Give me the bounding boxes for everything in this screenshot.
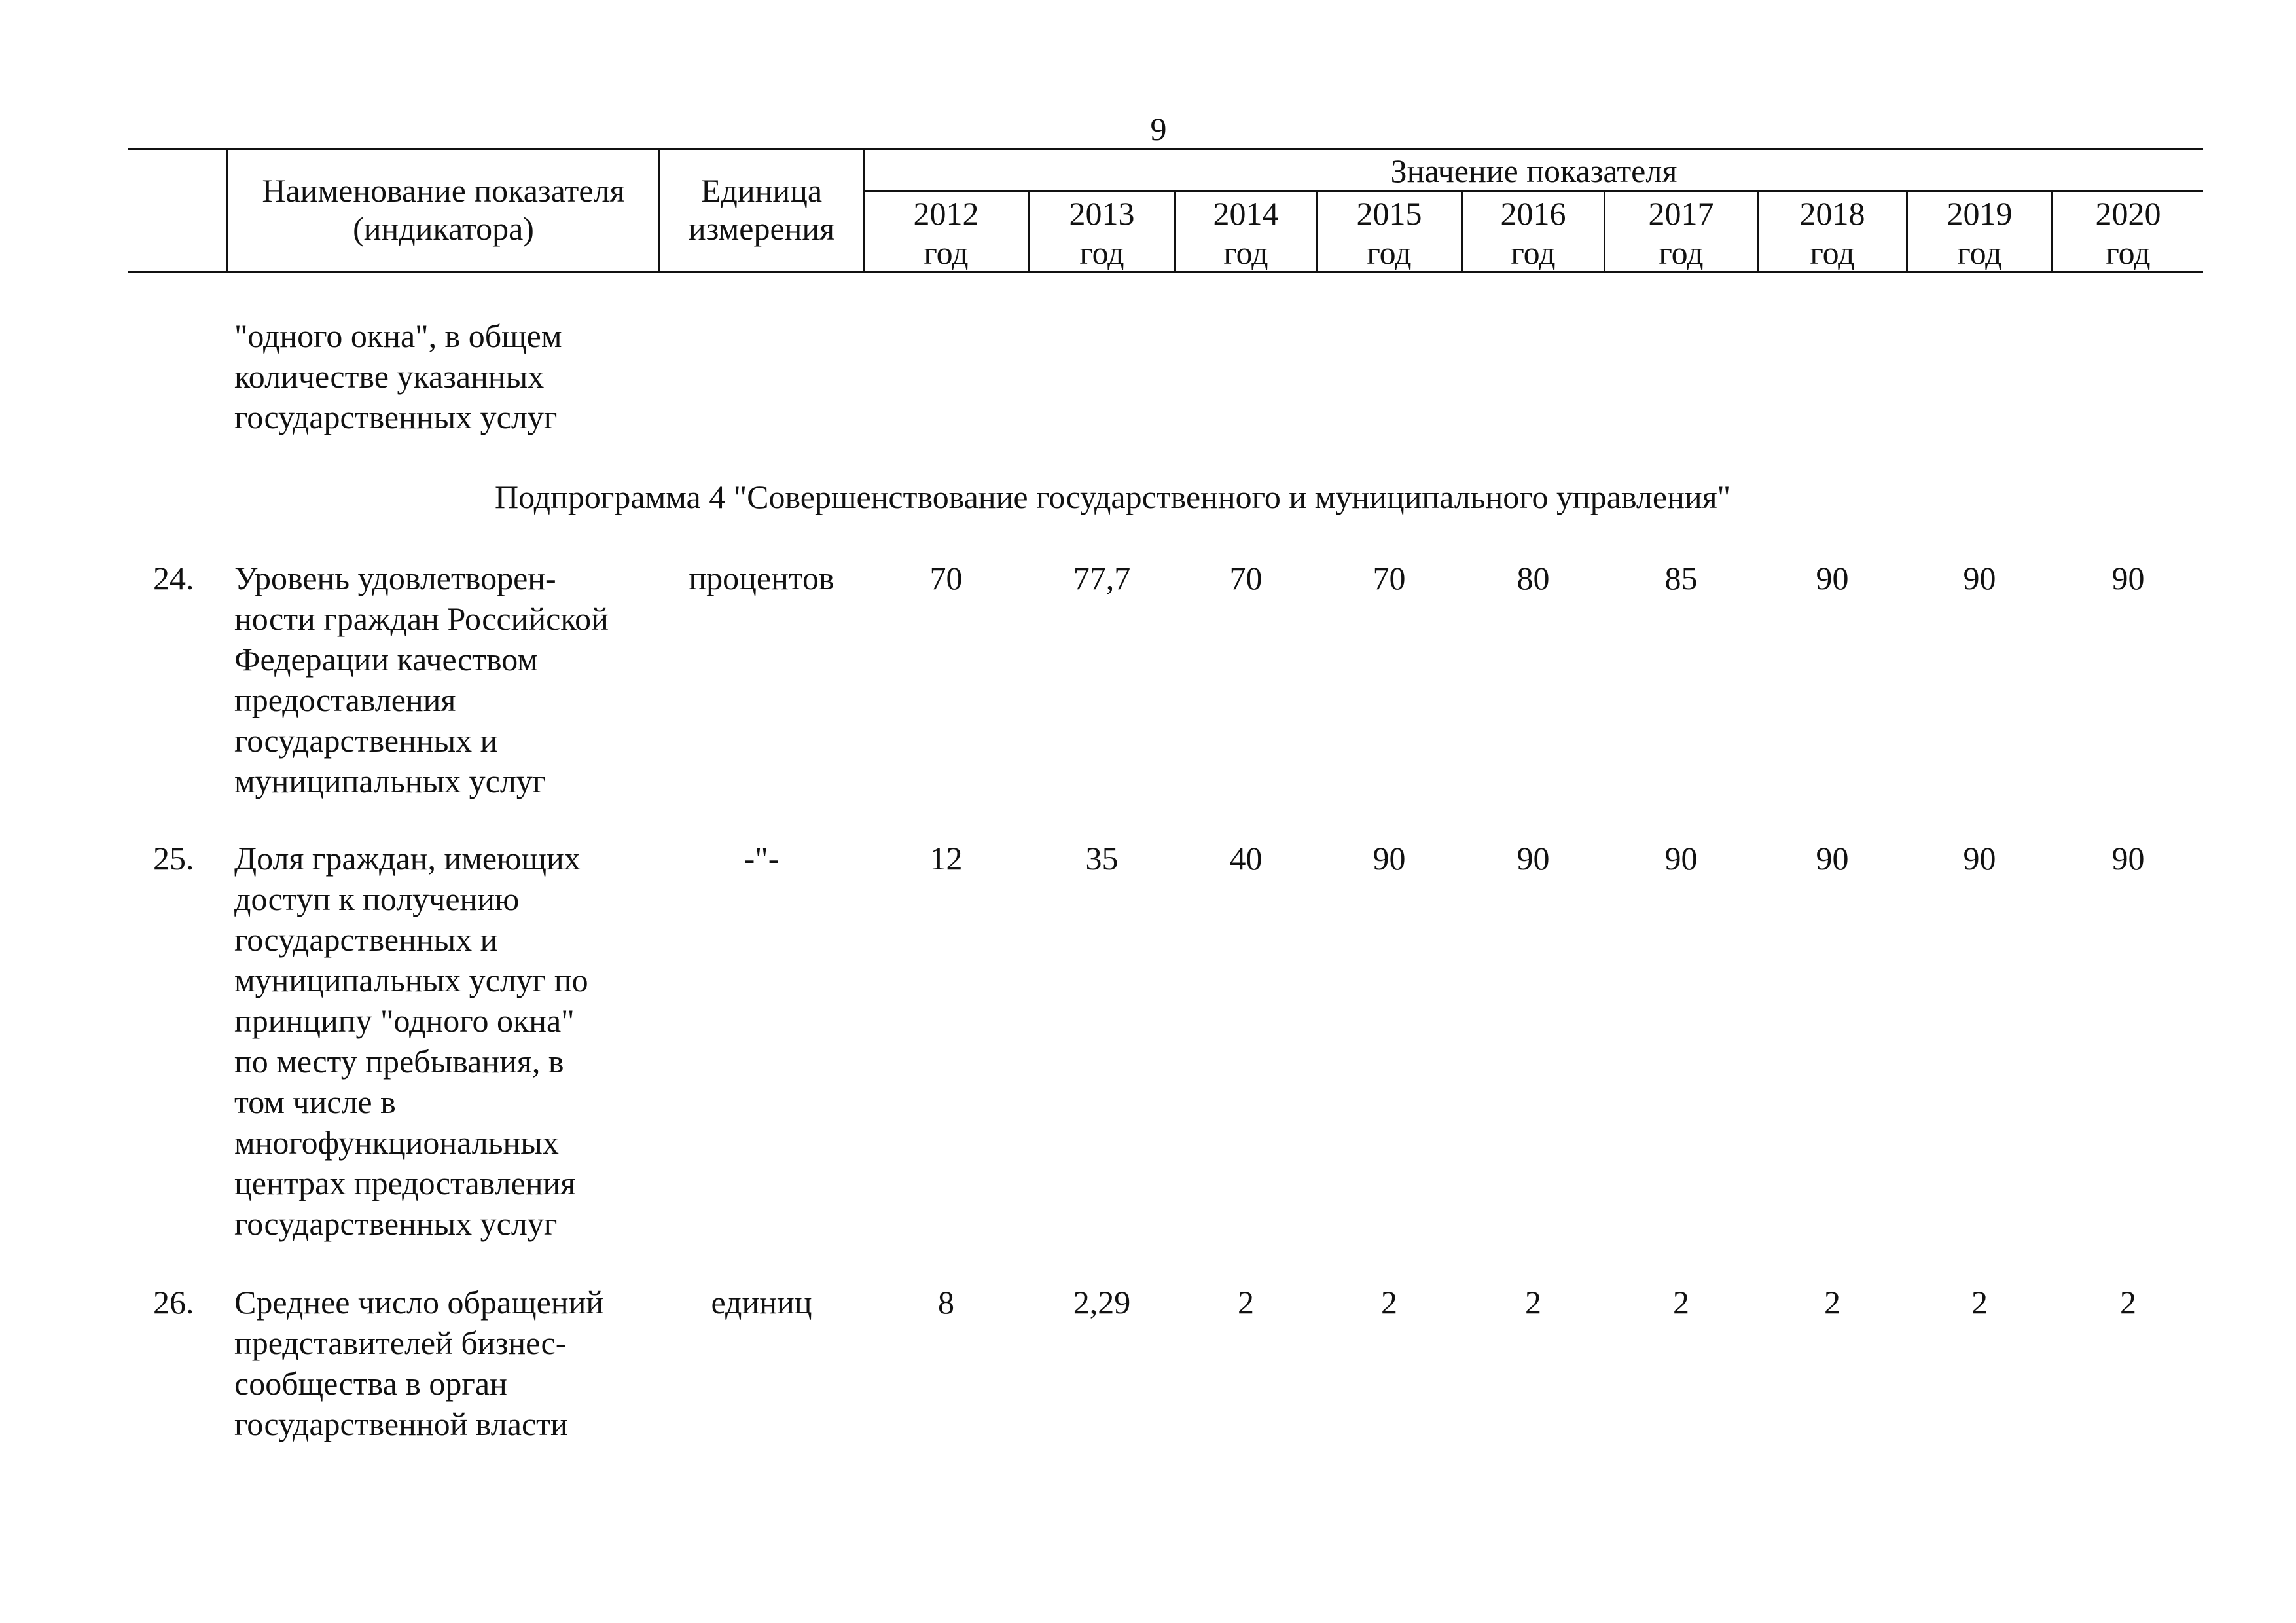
header-year bbox=[1605, 194, 1757, 272]
indicator-name: Среднее число обращений представителей бизнес- сообщества в орган государственной власти bbox=[234, 1284, 604, 1442]
value-cell: 12 bbox=[929, 840, 963, 877]
year-suffix: год bbox=[1079, 234, 1124, 271]
value-cell: 2 bbox=[1824, 1284, 1840, 1321]
value-cell: 90 bbox=[1516, 840, 1550, 877]
row-number: 24. bbox=[153, 560, 194, 596]
value-cell: 2 bbox=[1525, 1284, 1541, 1321]
year-label: 2018 bbox=[1799, 195, 1865, 232]
value-cell: 40 bbox=[1229, 840, 1263, 877]
row-number: 26. bbox=[153, 1284, 194, 1321]
unit-cell: процентов bbox=[689, 560, 834, 596]
value-cell: 70 bbox=[1229, 560, 1263, 596]
value-cell: 90 bbox=[1664, 840, 1698, 877]
value-cell: 2 bbox=[2120, 1284, 2136, 1321]
year-suffix: год bbox=[2106, 234, 2151, 271]
header-year bbox=[1030, 194, 1174, 272]
indicator-name: Уровень удовлетворен- ности граждан Российской Федерации качеством предоставления государственных и муниципальных услуг bbox=[234, 560, 609, 799]
value-cell: 70 bbox=[929, 560, 963, 596]
value-cell: 90 bbox=[1816, 560, 1849, 596]
header-values: Значение показателя bbox=[1390, 153, 1677, 189]
header-year bbox=[1908, 194, 2051, 272]
year-label: 2019 bbox=[1946, 195, 2013, 232]
unit-cell: -"- bbox=[744, 840, 780, 877]
row-number: 25. bbox=[153, 840, 194, 877]
value-cell: 2 bbox=[1238, 1284, 1254, 1321]
value-cell: 77,7 bbox=[1073, 560, 1131, 596]
header-unit: Единица измерения bbox=[688, 172, 835, 247]
year-suffix: год bbox=[1367, 234, 1412, 271]
year-label: 2017 bbox=[1648, 195, 1714, 232]
header-indicator-name: Наименование показателя (индикатора) bbox=[262, 172, 625, 247]
year-label: 2020 bbox=[2095, 195, 2161, 232]
value-cell: 35 bbox=[1085, 840, 1119, 877]
year-suffix: год bbox=[1810, 234, 1855, 271]
value-cell: 2 bbox=[1381, 1284, 1397, 1321]
value-cell: 90 bbox=[2111, 840, 2145, 877]
year-label: 2012 bbox=[913, 195, 979, 232]
value-cell: 80 bbox=[1516, 560, 1550, 596]
year-suffix: год bbox=[1511, 234, 1556, 271]
year-label: 2013 bbox=[1069, 195, 1135, 232]
value-cell: 2 bbox=[1673, 1284, 1689, 1321]
header-top-border bbox=[128, 148, 2203, 150]
value-cell: 70 bbox=[1372, 560, 1406, 596]
header-year bbox=[2053, 194, 2203, 272]
value-cell: 8 bbox=[938, 1284, 954, 1321]
year-suffix: год bbox=[1957, 234, 2002, 271]
header-year bbox=[1318, 194, 1461, 272]
header-year bbox=[1176, 194, 1316, 272]
year-suffix: год bbox=[1659, 234, 1704, 271]
header-year bbox=[1463, 194, 1604, 272]
page-number: 9 bbox=[1150, 111, 1167, 147]
unit-cell: единиц bbox=[711, 1284, 812, 1321]
header-year bbox=[1759, 194, 1906, 272]
value-cell: 90 bbox=[1816, 840, 1849, 877]
value-cell: 90 bbox=[1963, 560, 1996, 596]
indicator-name: Доля граждан, имеющих доступ к получению государственных и муниципальных услуг по принципу "одного окна" по месту пребывания, в том числе в многофункциональных центрах предоставления государственных услуг bbox=[234, 840, 588, 1242]
year-suffix: год bbox=[924, 234, 969, 271]
value-cell: 90 bbox=[2111, 560, 2145, 596]
header-years-divider bbox=[863, 190, 2203, 192]
value-cell: 90 bbox=[1372, 840, 1406, 877]
value-cell: 85 bbox=[1664, 560, 1698, 596]
continuation-text: "одного окна", в общем количестве указанных государственных услуг bbox=[234, 318, 562, 435]
year-suffix: год bbox=[1223, 234, 1268, 271]
year-label: 2015 bbox=[1356, 195, 1422, 232]
year-label: 2016 bbox=[1500, 195, 1566, 232]
value-cell: 2 bbox=[1971, 1284, 1988, 1321]
value-cell: 90 bbox=[1963, 840, 1996, 877]
year-label: 2014 bbox=[1213, 195, 1279, 232]
subprogram-title: Подпрограмма 4 "Совершенствование государственного и муниципального управления" bbox=[495, 479, 1731, 515]
value-cell: 2,29 bbox=[1073, 1284, 1131, 1321]
header-year bbox=[865, 194, 1028, 272]
